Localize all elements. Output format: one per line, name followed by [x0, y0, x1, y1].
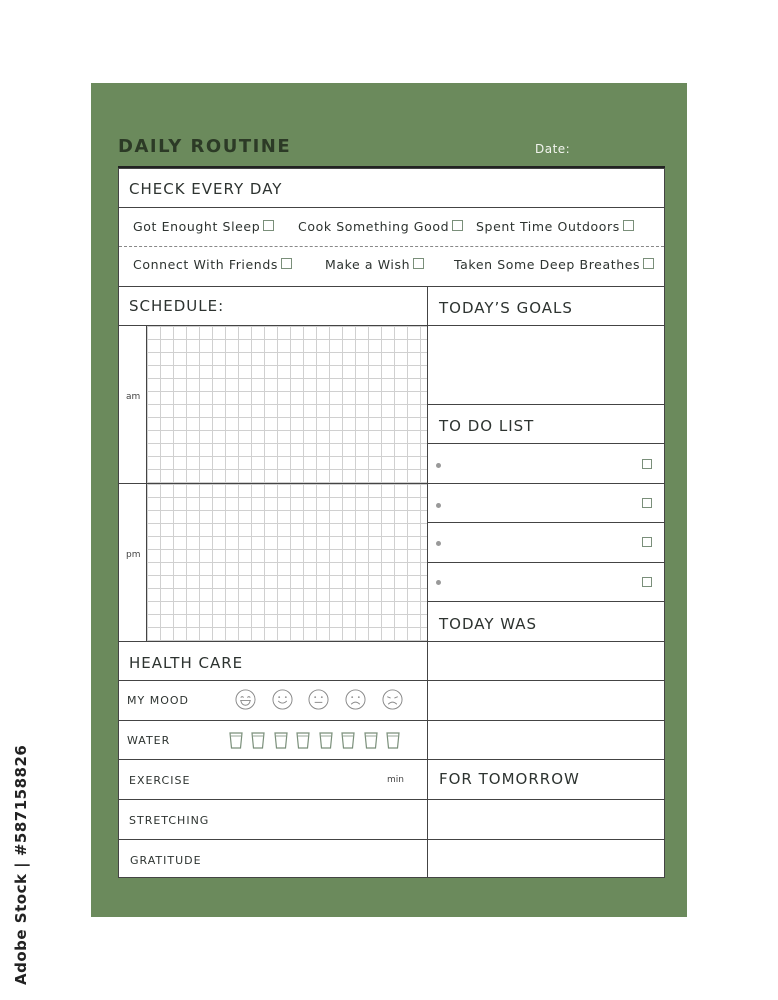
- check-item-friends[interactable]: [133, 257, 292, 272]
- divider: [427, 443, 664, 444]
- divider: [427, 601, 664, 602]
- divider: [119, 641, 427, 642]
- divider: [119, 720, 427, 721]
- check-item-label: Cook Something Good: [298, 219, 450, 234]
- exercise-unit: min: [387, 775, 404, 785]
- checkbox-icon[interactable]: [623, 220, 634, 231]
- smiling-face-icon[interactable]: [272, 689, 293, 710]
- check-item-label: Make a Wish: [325, 257, 411, 272]
- check-item-label: Connect With Friends: [133, 257, 278, 272]
- divider: [119, 286, 664, 287]
- bullet-icon: [436, 580, 441, 585]
- check-item-outdoors[interactable]: [476, 219, 634, 234]
- check-item-sleep[interactable]: [133, 219, 274, 234]
- divider: [427, 839, 664, 840]
- laughing-face-icon[interactable]: [235, 689, 256, 710]
- water-glass-icon[interactable]: [386, 732, 400, 749]
- divider: [427, 325, 664, 326]
- check-item-breathes[interactable]: [454, 257, 654, 272]
- checkbox-icon[interactable]: [643, 258, 654, 269]
- todo-checkbox-icon[interactable]: [642, 498, 652, 508]
- page-title: DAILY ROUTINE: [118, 136, 292, 157]
- check-item-cook[interactable]: [298, 219, 463, 234]
- checkbox-icon[interactable]: [263, 220, 274, 231]
- stock-watermark: Adobe Stock | #587158826: [12, 744, 30, 985]
- bullet-icon: [436, 541, 441, 546]
- todo-checkbox-icon[interactable]: [642, 459, 652, 469]
- todo-checkbox-icon[interactable]: [642, 577, 652, 587]
- water-glass-icon[interactable]: [274, 732, 288, 749]
- health-care-heading: HEALTH CARE: [129, 654, 244, 672]
- today-was-heading: TODAY WAS: [439, 615, 538, 633]
- water-label: WATER: [127, 734, 171, 747]
- water-glass-icon[interactable]: [229, 732, 243, 749]
- checkbox-icon[interactable]: [413, 258, 424, 269]
- for-tomorrow-heading: FOR TOMORROW: [439, 770, 580, 788]
- divider: [427, 404, 664, 405]
- bullet-icon: [436, 463, 441, 468]
- stretching-label: STRETCHING: [129, 814, 210, 827]
- todays-goals-heading: TODAY’S GOALS: [439, 299, 573, 317]
- divider: [119, 839, 427, 840]
- dashed-divider: [119, 246, 664, 247]
- divider: [119, 799, 427, 800]
- schedule-grid-am[interactable]: [147, 326, 427, 483]
- exercise-label: EXERCISE: [129, 774, 191, 787]
- neutral-face-icon[interactable]: [308, 689, 329, 710]
- date-label: Date:: [535, 142, 571, 156]
- planner-sheet: [118, 168, 665, 878]
- checkbox-icon[interactable]: [281, 258, 292, 269]
- divider: [119, 680, 427, 681]
- divider: [119, 207, 664, 208]
- divider: [427, 720, 664, 721]
- column-divider: [427, 286, 428, 878]
- water-glass-icon[interactable]: [319, 732, 333, 749]
- divider: [427, 799, 664, 800]
- gratitude-label: GRATITUDE: [130, 854, 202, 867]
- to-do-list-heading: TO DO LIST: [439, 417, 535, 435]
- water-glass-icon[interactable]: [251, 732, 265, 749]
- divider: [427, 562, 664, 563]
- divider: [427, 680, 664, 681]
- divider: [427, 483, 664, 484]
- check-item-label: Got Enought Sleep: [133, 219, 261, 234]
- pm-label: pm: [126, 550, 141, 560]
- bullet-icon: [436, 503, 441, 508]
- schedule-heading: SCHEDULE:: [129, 297, 225, 315]
- divider: [119, 759, 427, 760]
- am-label: am: [126, 392, 141, 402]
- water-glass-icon[interactable]: [296, 732, 310, 749]
- my-mood-label: MY MOOD: [127, 694, 189, 707]
- schedule-grid-pm[interactable]: [147, 484, 427, 641]
- crying-face-icon[interactable]: [382, 689, 403, 710]
- check-every-day-heading: CHECK EVERY DAY: [129, 180, 283, 198]
- water-glass-icon[interactable]: [364, 732, 378, 749]
- check-item-label: Spent Time Outdoors: [476, 219, 620, 234]
- checkbox-icon[interactable]: [452, 220, 463, 231]
- divider: [427, 522, 664, 523]
- divider: [427, 759, 664, 760]
- water-glass-icon[interactable]: [341, 732, 355, 749]
- check-item-label: Taken Some Deep Breathes: [454, 257, 641, 272]
- sad-face-icon[interactable]: [345, 689, 366, 710]
- todo-checkbox-icon[interactable]: [642, 537, 652, 547]
- check-item-wish[interactable]: [325, 257, 424, 272]
- divider: [427, 641, 664, 642]
